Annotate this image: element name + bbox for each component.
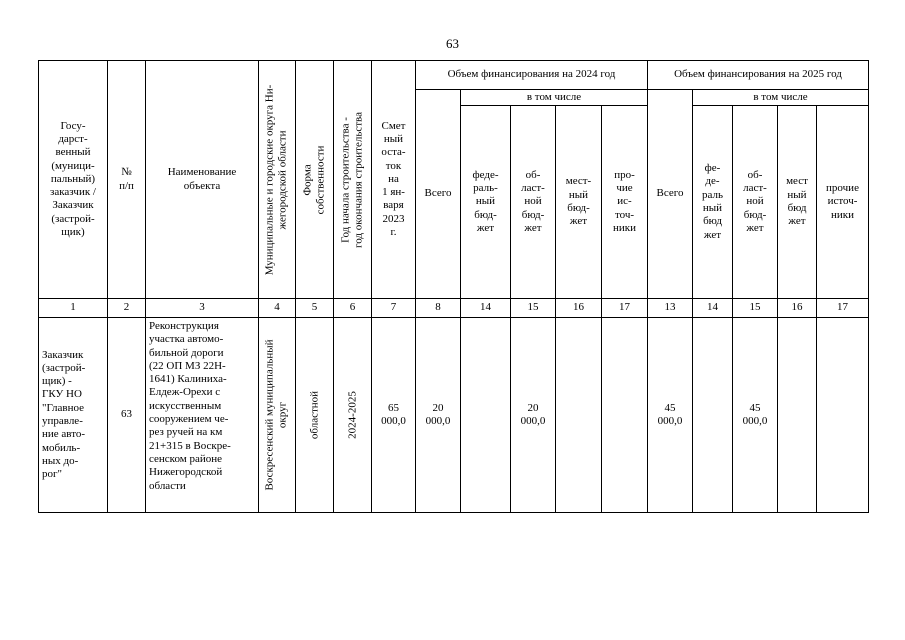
row-years: 2024-2025	[333, 317, 372, 513]
header-other-2025: прочие источ- ники	[816, 105, 869, 299]
header-federal-2025: фе- де- раль ный бюд жет	[692, 105, 733, 299]
row-number: 63	[107, 317, 146, 513]
column-number-13: 13	[647, 298, 693, 318]
row-other-2025	[816, 317, 869, 513]
column-number-5: 5	[295, 298, 334, 318]
row-municipality: Воскресенский муниципальный округ	[258, 317, 296, 513]
column-number-3: 3	[145, 298, 259, 318]
column-number-15: 15	[732, 298, 778, 318]
row-local-2024	[555, 317, 602, 513]
header-total-2025: Всего	[647, 89, 693, 299]
financing-table	[39, 61, 870, 514]
column-number-7: 7	[371, 298, 416, 318]
column-number-14: 14	[692, 298, 733, 318]
header-funding-2024: Объем финансирования на 2024 год	[415, 60, 648, 90]
header-regional-2024: об- ласт- ной бюд- жет	[510, 105, 556, 299]
row-other-2024	[601, 317, 648, 513]
column-number-10: 15	[510, 298, 556, 318]
row-total-2024: 20 000,0	[415, 317, 461, 513]
header-number: № п/п	[107, 60, 146, 299]
header-local-2024: мест- ный бюд- жет	[555, 105, 602, 299]
header-including-2024: в том числе	[460, 89, 648, 106]
row-ownership: областной	[295, 317, 334, 513]
header-object-name: Наименование объекта	[145, 60, 259, 299]
column-number-11: 16	[555, 298, 602, 318]
column-number-6: 6	[333, 298, 372, 318]
header-municipality: Муниципальные и городские округа Ни- жегородской области	[258, 60, 296, 299]
row-federal-2024	[460, 317, 511, 513]
header-customer: Госу- дарст- венный (муници- пальный) заказчик / Заказчик (застрой- щик)	[38, 60, 108, 299]
row-object-name: Реконструкция участка автомо- бильной дороги (22 ОП МЗ 22Н- 1641) Калиниха- Елдеж-Орехи с искусственным сооружением че- рез ручей на км 21+315 в Воскре- сенском районе Нижегородской области	[145, 317, 259, 513]
column-number-1: 1	[38, 298, 108, 318]
row-federal-2025	[692, 317, 733, 513]
column-number-12: 17	[601, 298, 648, 318]
header-total-2024: Всего	[415, 89, 461, 299]
header-funding-2025: Объем финансирования на 2025 год	[647, 60, 869, 90]
row-local-2025	[777, 317, 817, 513]
row-customer: Заказчик (застрой- щик) - ГКУ НО "Главное управле- ние авто- мобиль- ных до- рог"	[38, 317, 108, 513]
header-ownership: Форма собственности	[295, 60, 334, 299]
header-local-2025: мест ный бюд жет	[777, 105, 817, 299]
column-number-8: 8	[415, 298, 461, 318]
row-regional-2025: 45 000,0	[732, 317, 778, 513]
header-regional-2025: об- ласт- ной бюд- жет	[732, 105, 778, 299]
header-estimate: Смет ный оста- ток на 1 ян- варя 2023 г.	[371, 60, 416, 299]
column-number-17: 17	[816, 298, 869, 318]
column-number-16: 16	[777, 298, 817, 318]
header-other-2024: про- чие ис- точ- ники	[601, 105, 648, 299]
column-number-2: 2	[107, 298, 146, 318]
row-regional-2024: 20 000,0	[510, 317, 556, 513]
page-number: 63	[446, 36, 459, 51]
header-federal-2024: феде- раль- ный бюд- жет	[460, 105, 511, 299]
header-including-2025: в том числе	[692, 89, 869, 106]
header-years: Год начала строительства - год окончания строительства	[333, 60, 372, 299]
row-total-2025: 45 000,0	[647, 317, 693, 513]
row-estimate: 65 000,0	[371, 317, 416, 513]
column-number-4: 4	[258, 298, 296, 318]
column-number-9: 14	[460, 298, 511, 318]
